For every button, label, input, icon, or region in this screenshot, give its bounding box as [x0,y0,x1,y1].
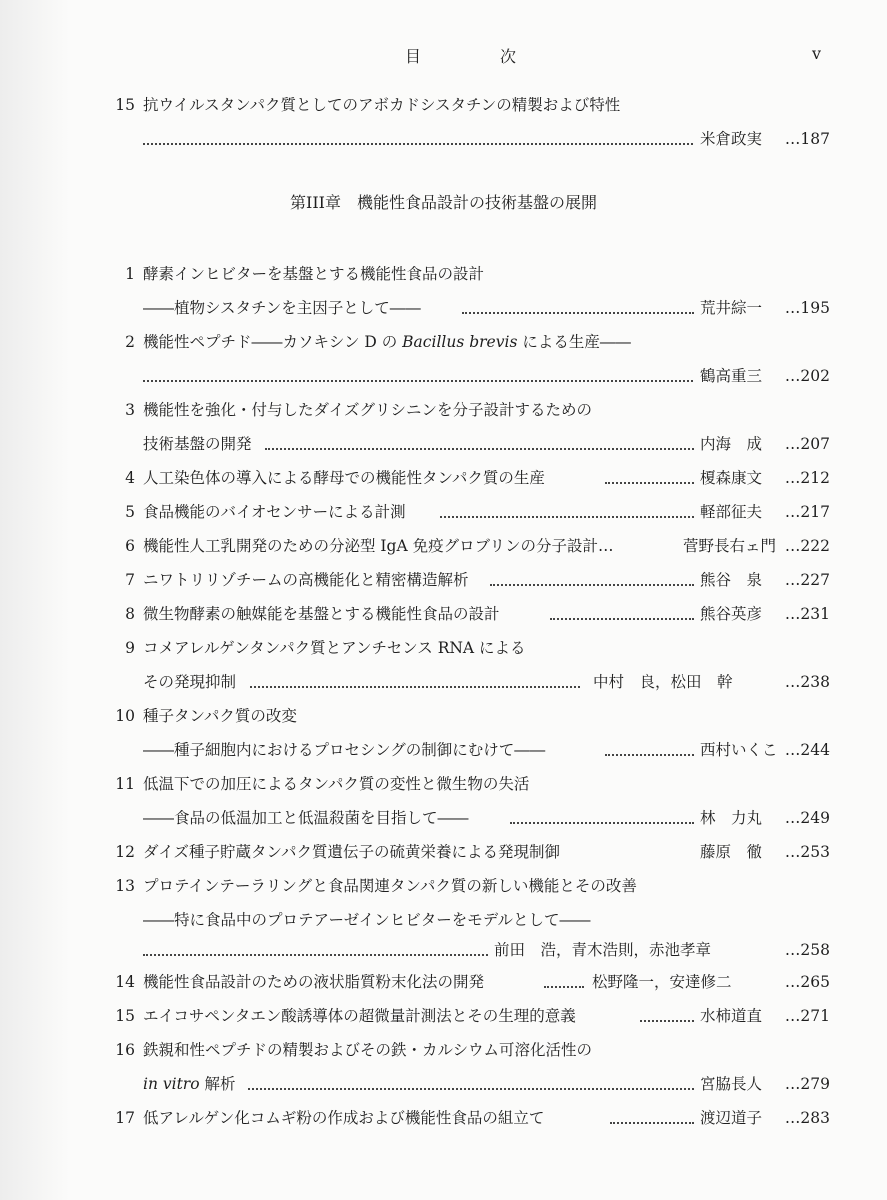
entry-page: …222 [784,537,830,555]
entry-subtitle: ――種子細胞内におけるプロセシングの制御にむけて―― [143,741,546,759]
entry-author: 中村 良，松田 幹 [593,673,733,691]
entry-title: 機能性を強化・付与したダイズグリシニンを分子設計するための [143,401,593,419]
toc-entry [0,395,887,425]
entry-author: 林 力丸 [700,809,763,827]
entry-page: …227 [784,571,830,589]
entry-subtitle: ――特に食品中のプロテアーゼインヒビターをモデルとして―― [143,911,591,929]
entry-number: 1 [125,265,135,283]
entry-page: …202 [784,367,830,385]
toc-entry [0,633,887,663]
entry-page: …265 [784,973,830,991]
dot-leader [640,1001,694,1031]
dot-leader [143,935,488,965]
toc-entry [0,769,887,799]
entry-number: 6 [125,537,135,555]
toc-entry-continuation [0,429,887,459]
dot-leader [143,361,693,391]
toc-entry [0,701,887,731]
entry-page: …249 [784,809,830,827]
entry-title: 酵素インヒビターを基盤とする機能性食品の設計 [143,265,485,283]
entry-author: 荒井綜一 [700,299,763,317]
entry-author: 水柿道直 [700,1007,763,1025]
toc-entry [0,1103,887,1133]
entry-number: 12 [115,843,135,861]
entry-title: エイコサペンタエン酸誘導体の超微量計測法とその生理的意義 [143,1007,576,1025]
entry-number: 16 [115,1041,135,1059]
entry-page: …244 [784,741,830,759]
entry-page: …271 [784,1007,830,1025]
entry-page: …283 [784,1109,830,1127]
dot-leader [143,124,693,154]
dot-leader [610,1103,694,1133]
entry-title-cont: その発現抑制 [143,673,237,691]
entry-subtitle: ――植物シスタチンを主因子として―― [143,299,421,317]
dot-leader [250,667,580,697]
dot-leader [605,463,694,493]
dot-leader [462,293,694,323]
toc-entry [0,565,887,595]
entry-number: 2 [125,333,135,351]
toc-entry [0,837,887,867]
entry-title: 種子タンパク質の改変 [143,707,297,725]
toc-entry-continuation [0,735,887,765]
entry-page: …195 [784,299,830,317]
entry-author: 前田 浩，青木浩則，赤池孝章 [494,941,712,959]
entry-author: 宮脇長人 [700,1075,763,1093]
entry-author: 松野隆一，安達修二 [592,973,732,991]
entry-author: 渡辺道子 [700,1109,763,1127]
dot-leader [544,967,584,997]
toc-entry [0,967,887,997]
chapter-heading: 第III章 機能性食品設計の技術基盤の展開 [290,193,597,212]
entry-subtitle: ――食品の低温加工と低温殺菌を目指して―― [143,809,469,827]
dot-leader [265,429,694,459]
entry-title-cont: in vitro 解析 [143,1075,236,1093]
entry-page: …207 [784,435,830,453]
entry-author: 藤原 徹 [700,843,763,861]
entry-number: 15 [115,96,135,114]
toc-entry-continuation [0,1069,887,1099]
entry-number: 5 [125,503,135,521]
dot-leader [490,565,694,595]
entry-title: 抗ウイルスタンパク質としてのアボカドシスタチンの精製および特性 [143,96,621,114]
entry-title: 機能性人工乳開発のための分泌型 IgA 免疫グロブリンの分子設計… [143,537,614,555]
header-title-char-2: 次 [500,47,517,66]
entry-page: …217 [784,503,830,521]
entry-number: 10 [115,707,135,725]
entry-author: 熊谷英彦 [700,605,763,623]
toc-entry-continuation [0,935,887,965]
entry-title: 機能性食品設計のための液状脂質粉末化法の開発 [143,973,485,991]
toc-entry [0,531,887,561]
entry-title: 鉄親和性ペプチドの精製およびその鉄・カルシウム可溶化活性の [143,1041,592,1059]
entry-author: 熊谷 泉 [700,571,763,589]
entry-page: …212 [784,469,830,487]
toc-entry [0,327,887,357]
entry-title: 低温下での加圧によるタンパク質の変性と微生物の失活 [143,775,530,793]
entry-number: 3 [125,401,135,419]
entry-title: 低アレルゲン化コムギ粉の作成および機能性食品の組立て [143,1109,545,1127]
entry-title: コメアレルゲンタンパク質とアンチセンス RNA による [143,639,526,657]
dot-leader [605,735,694,765]
entry-page: …187 [784,130,830,148]
entry-number: 7 [125,571,135,589]
entry-title: プロテインテーラリングと食品関連タンパク質の新しい機能とその改善 [143,877,637,895]
dot-leader [550,599,694,629]
running-header [0,44,887,74]
entry-author: 軽部征夫 [700,503,763,521]
toc-entry [0,871,887,901]
toc-entry-continuation [0,803,887,833]
entry-page: …253 [784,843,830,861]
toc-entry [0,90,887,120]
entry-number: 8 [125,605,135,623]
toc-entry-continuation [0,905,887,935]
entry-author: 西村いくこ [700,741,778,759]
entry-page: …279 [784,1075,830,1093]
entry-number: 13 [115,877,135,895]
entry-title: 機能性ペプチド――カソキシン D の Bacillus brevis による生産―― [143,333,631,351]
header-title-char-1: 目 [405,47,422,66]
entry-page: …258 [784,941,830,959]
entry-author: 榎森康文 [700,469,763,487]
entry-title: 微生物酵素の触媒能を基盤とする機能性食品の設計 [143,605,500,623]
entry-number: 11 [115,775,135,793]
entry-title-cont: 技術基盤の開発 [143,435,252,453]
entry-author: 鶴高重三 [700,367,763,385]
toc-entry [0,1001,887,1031]
entry-number: 15 [115,1007,135,1025]
dot-leader [248,1069,694,1099]
entry-number: 9 [125,639,135,657]
entry-author: 米倉政実 [700,130,763,148]
entry-number: 4 [125,469,135,487]
entry-title: 人工染色体の導入による酵母での機能性タンパク質の生産 [143,469,545,487]
entry-number: 17 [115,1109,135,1127]
entry-author: 内海 成 [700,435,763,453]
entry-author: 菅野長右ェ門 [683,537,777,555]
toc-entry-continuation [0,124,887,154]
toc-entry [0,599,887,629]
entry-title: ニワトリリゾチームの高機能化と精密構造解析 [143,571,469,589]
dot-leader [510,803,694,833]
toc-entry-continuation [0,361,887,391]
entry-page: …231 [784,605,830,623]
toc-entry [0,259,887,289]
entry-page: …238 [784,673,830,691]
toc-entry [0,463,887,493]
entry-number: 14 [115,973,135,991]
toc-entry-continuation [0,293,887,323]
page-number: v [812,44,822,63]
entry-title: ダイズ種子貯蔵タンパク質遺伝子の硫黄栄養による発現制御 [143,843,560,861]
toc-entry-continuation [0,667,887,697]
toc-entry [0,1035,887,1065]
toc-entry [0,497,887,527]
entry-title: 食品機能のバイオセンサーによる計測 [143,503,406,521]
dot-leader [440,497,694,527]
